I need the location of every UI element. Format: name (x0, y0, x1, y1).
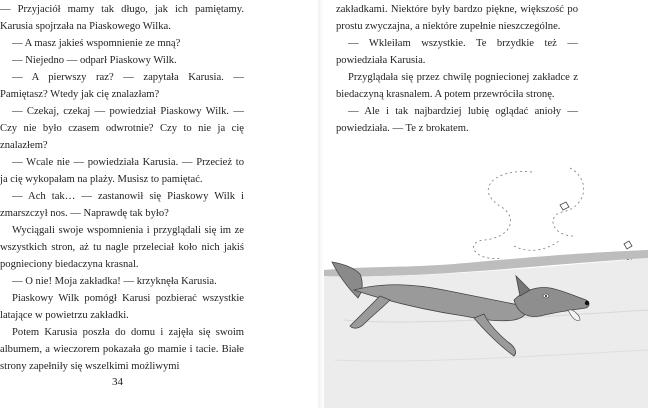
paragraph: — Niejedno — odparł Piaskowy Wilk. (12, 55, 177, 66)
paragraph: — Wkleiłam wszystkie. Te brzydkie też — powiedziała Karusia. (336, 38, 578, 66)
right-page-text (336, 1, 578, 137)
page-number: 34 (112, 376, 123, 388)
paragraph: zakładkami. Niektóre były bardzo piękne, większość po prostu zwyczajna, a niektóre zupełnie nieszczególne. (336, 4, 578, 32)
paragraph: — O nie! Moja zakładka! — krzyknęła Karusia. (12, 276, 217, 287)
paragraph: Piaskowy Wilk pomógł Karusi pozbierać wszystkie latające w powietrzu zakładki. (0, 293, 244, 321)
paragraph: Wyciągali swoje wspomnienia i przyglądali się im ze wszystkich stron, aż tu nagle przeleciał koło nich jakiś pognieciony biedaczyna krasnal. (0, 225, 244, 270)
paragraph: — A pierwszy raz? — zapytała Karusia. — Pamiętasz? Wtedy jak cię znalazłam? (0, 72, 244, 100)
paragraph: — Ach tak… — zastanowił się Piaskowy Wilk i zmarszczył nos. — Naprawdę tak było? (0, 191, 244, 219)
left-page (0, 0, 318, 408)
right-page (324, 0, 648, 408)
paragraph: — Ale i tak najbardziej lubię oglądać anioły — powiedziała. — Te z brokatem. (336, 106, 578, 134)
sand-wolf-illustration (324, 150, 648, 408)
paragraph: — Wcale nie — powiedziała Karusia. — Przecież to ja cię wykopałam na plaży. Musisz to pamiętać. (0, 157, 244, 185)
paragraph: — Przyjaciół mamy tak długo, jak ich pamiętamy. Karusia spojrzała na Piaskowego Wilka. (0, 4, 244, 32)
paragraph: — Czekaj, czekaj — powiedział Piaskowy Wilk. — Czy nie było czasem odwrotnie? Czy to nie ja cię znalazłem? (0, 106, 244, 151)
paragraph: — A masz jakieś wspomnienie ze mną? (12, 38, 181, 49)
paragraph: Potem Karusia poszła do domu i zajęła się swoim albumem, a wieczorem pokazała go mamie i tacie. Białe strony zapełniły się wszelkimi możliwymi (0, 327, 244, 372)
left-page-text (0, 1, 244, 375)
flying-bookmarks-trail (474, 168, 584, 259)
paragraph: Przyglądała się przez chwilę pogniecionej zakładce z biedaczyną krasnalem. A potem przewróciła stronę. (336, 72, 578, 100)
